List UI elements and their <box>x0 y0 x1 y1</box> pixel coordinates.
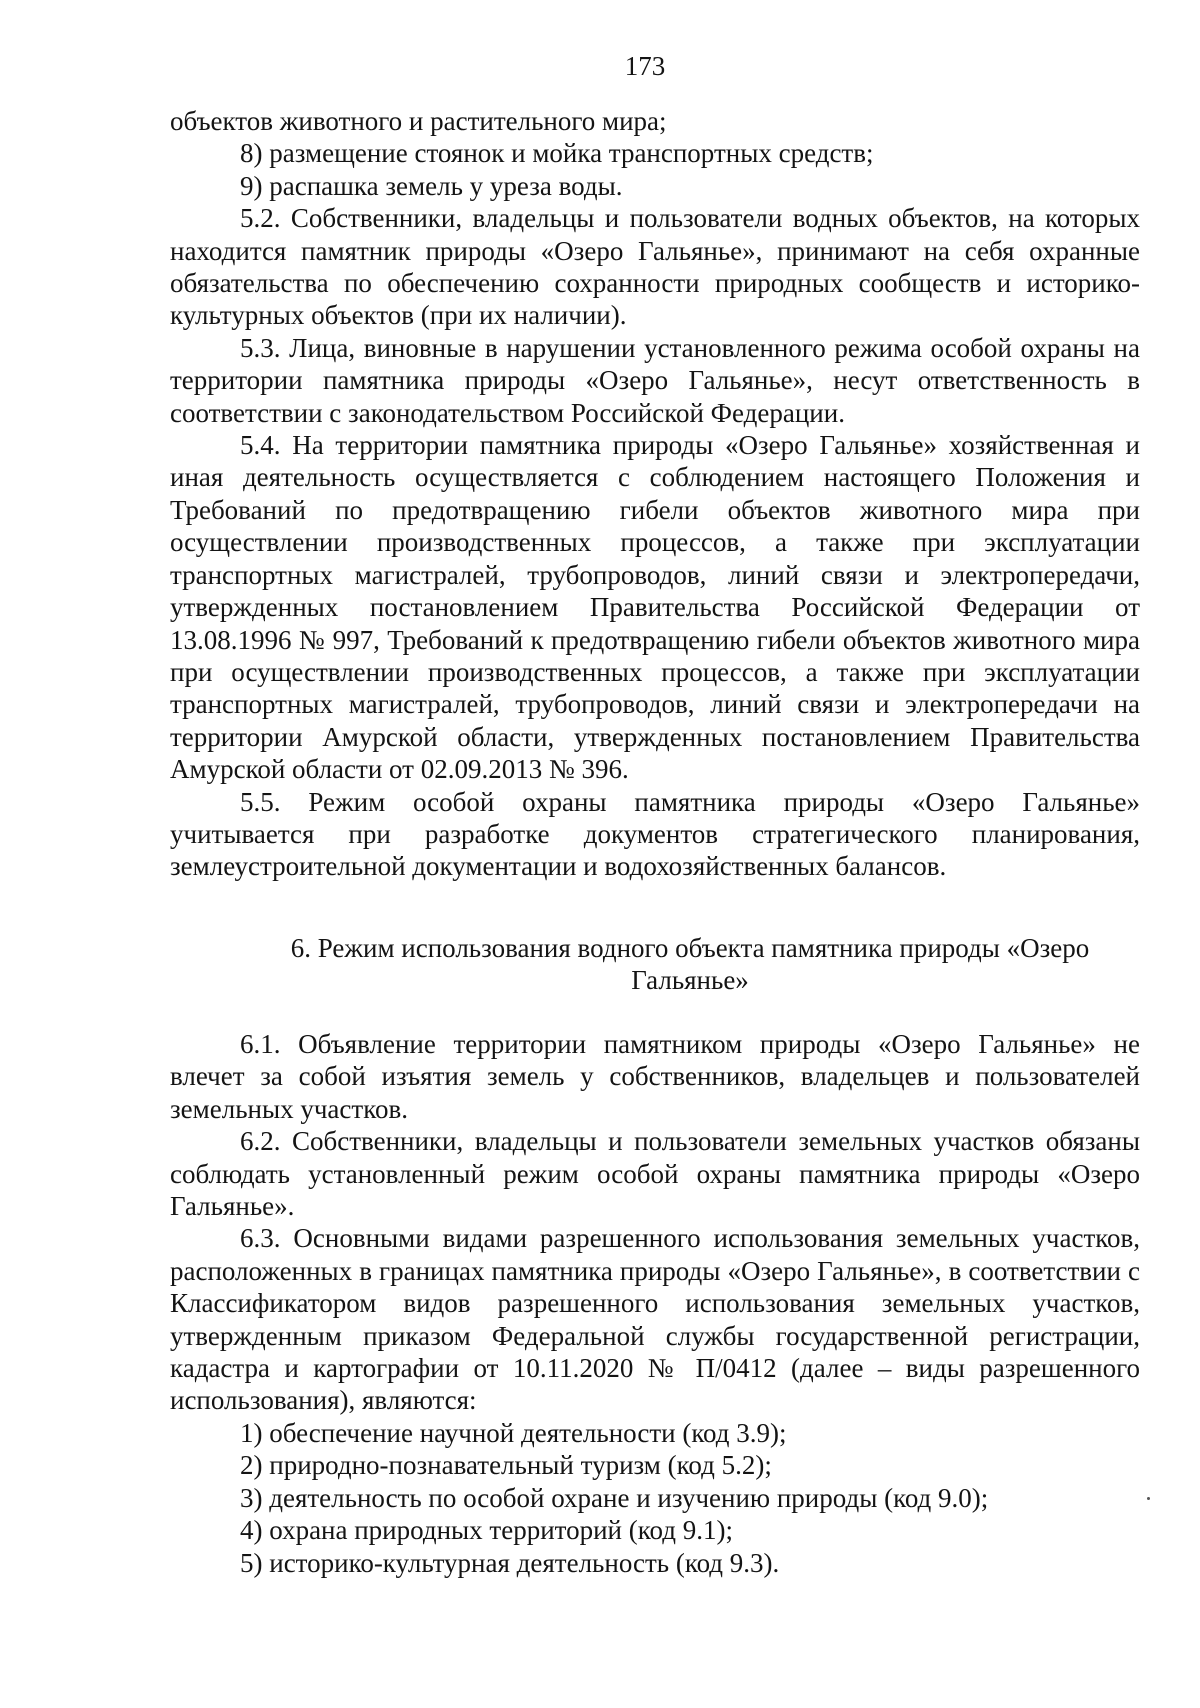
paragraph-6-2: 6.2. Собственники, владельцы и пользователи земельных участков обязаны соблюдать установленный режим особой охраны памятника природы «Озеро Гальянье». <box>170 1126 1140 1222</box>
page-number: 173 <box>624 51 666 81</box>
continuation-line: объектов животного и растительного мира; <box>170 106 667 136</box>
body-text-section-6 <box>170 1028 1140 1579</box>
list-item: 2) природно-познавательный туризм (код 5.2); <box>240 1450 772 1481</box>
paragraph-5-2: 5.2. Собственники, владельцы и пользователи водных объектов, на которых находится памятник природы «Озеро Гальянье», принимают на себя охранные обязательства по обеспечению сохранности природных сообществ и историко-культурных объектов (при их наличии). <box>170 203 1140 331</box>
permitted-use-list <box>170 1417 1140 1579</box>
paragraph-5-3: 5.3. Лица, виновные в нарушении установленного режима особой охраны на территории памятника природы «Озеро Гальянье», несут ответственность в соответствии с законодательством Российской Федерации. <box>170 332 1140 428</box>
list-item: 1) обеспечение научной деятельности (код 3.9); <box>240 1417 787 1448</box>
paragraph-5-4: 5.4. На территории памятника природы «Озеро Гальянье» хозяйственная и иная деятельность осуществляется с соблюдением настоящего Положения и Требований по предотвращению гибели объектов животного мира при осуществлении производственных процессов, а также при эксплуатации транспортных магистралей, трубопроводов, линий связи и электропередачи, утвержденных постановлением Правительства Российской Федерации от 13.08.1996 № 997, Требований к предотвращению гибели объектов животного мира при осуществлении производственных процессов, а также при эксплуатации транспортных магистралей, трубопроводов, линий связи и электропередачи на территории Амурской области, утвержденных постановлением Правительства Амурской области от 02.09.2013 № 396. <box>170 430 1140 785</box>
section-6-title-line2: Гальянье» <box>631 965 749 996</box>
body-text-top <box>170 105 1140 883</box>
paragraph-5-5: 5.5. Режим особой охраны памятника природы «Озеро Гальянье» учитывается при разработке документов стратегического планирования, землеустроительной документации и водохозяйственных балансов. <box>170 786 1140 882</box>
section-6-title-line1: 6. Режим использования водного объекта памятника природы «Озеро <box>290 933 1090 963</box>
list-item-9: 9) распашка земель у уреза воды. <box>240 170 623 201</box>
paragraph-6-1: 6.1. Объявление территории памятником природы «Озеро Гальянье» не влечет за собой изъятия земель у собственников, владельцев и пользователей земельных участков. <box>170 1029 1140 1124</box>
paragraph-6-3: 6.3. Основными видами разрешенного использования земельных участков, расположенных в границах памятника природы «Озеро Гальянье», в соответствии с Классификатором видов разрешенного использования земельных участков, утвержденным приказом Федеральной службы государственной регистрации, кадастра и картографии от 10.11.2020 № П/0412 (далее – виды разрешенного использования), являются: <box>170 1223 1140 1416</box>
scan-speck <box>1147 1497 1150 1500</box>
list-item: 3) деятельность по особой охране и изучению природы (код 9.0); <box>240 1482 989 1513</box>
section-6-title <box>170 932 1140 997</box>
list-item-8: 8) размещение стоянок и мойка транспортных средств; <box>240 138 874 169</box>
list-item: 5) историко-культурная деятельность (код 9.3). <box>240 1547 780 1578</box>
list-item: 4) охрана природных территорий (код 9.1); <box>240 1515 733 1546</box>
